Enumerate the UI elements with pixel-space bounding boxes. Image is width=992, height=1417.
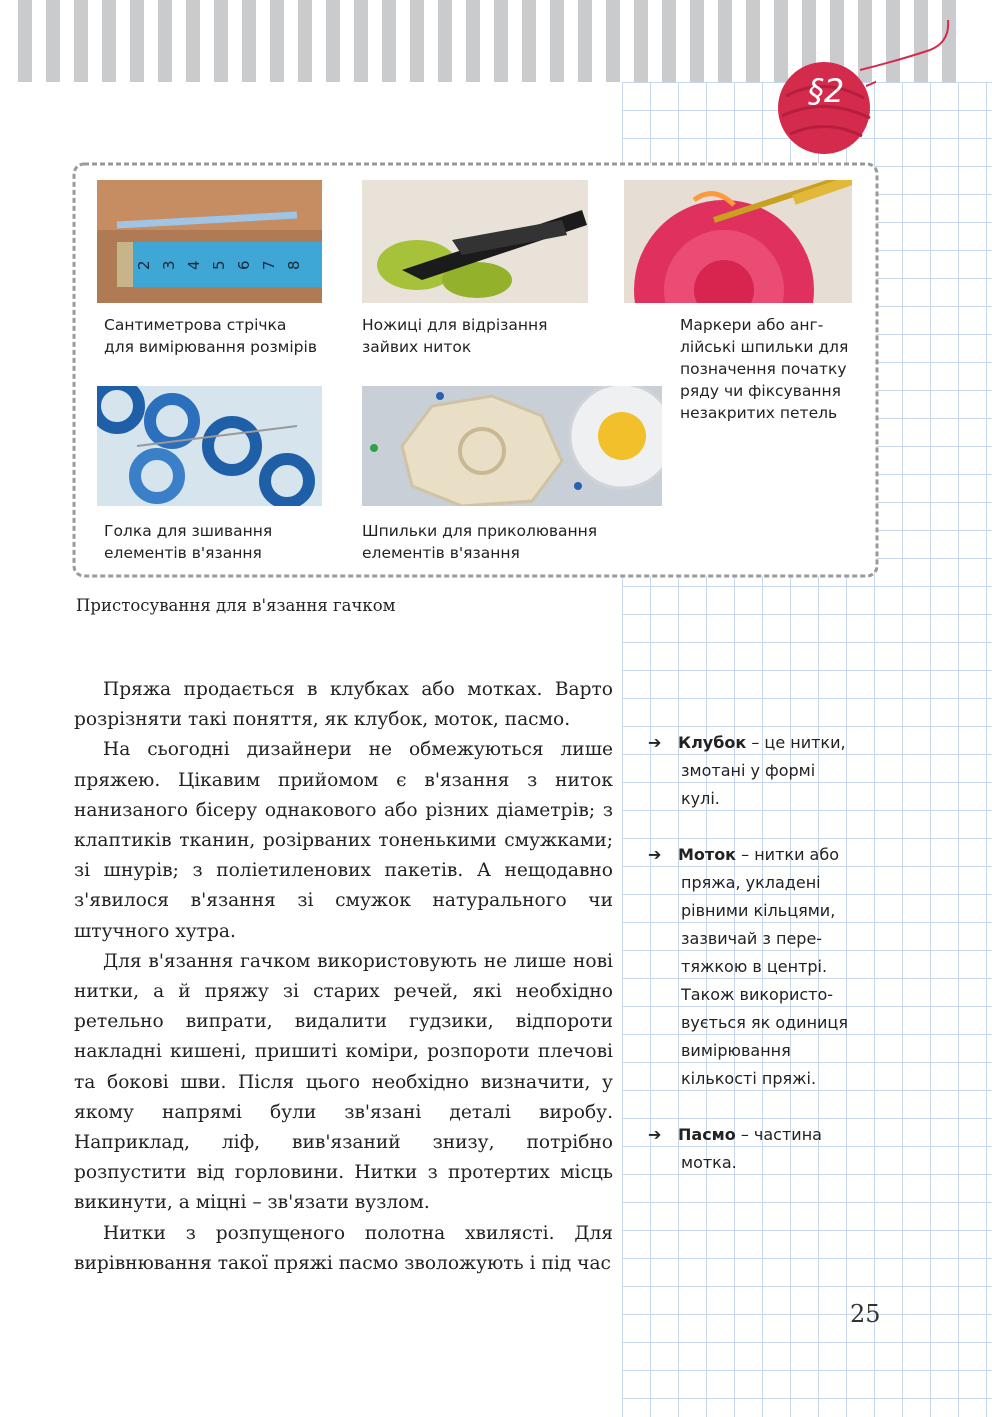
glossary-text: зазвичай з пере- bbox=[681, 929, 823, 948]
caption-line: елементів в'язання bbox=[104, 544, 262, 562]
caption-line: Ножиці для відрізання bbox=[362, 316, 548, 334]
caption-markers bbox=[680, 314, 848, 424]
caption-line: лійські шпильки для bbox=[680, 338, 849, 356]
arrow-right-icon: ➔ bbox=[648, 733, 662, 752]
glossary-entry-klubok bbox=[648, 729, 888, 813]
glossary-text: рівними кільцями, bbox=[681, 901, 836, 920]
arrow-right-icon: ➔ bbox=[648, 845, 662, 864]
caption-line: зайвих ниток bbox=[362, 338, 472, 356]
glossary-line bbox=[648, 1121, 888, 1149]
page-number: 25 bbox=[850, 1300, 881, 1328]
glossary-term: Моток bbox=[678, 845, 737, 864]
paragraph: Нитки з розпущеного полотна хвилясті. Для вирівнювання такої пряжі пасмо зволожують і під час bbox=[74, 1222, 613, 1274]
glossary-text: кількості пряжі. bbox=[681, 1069, 817, 1088]
caption-line: елементів в'язання bbox=[362, 544, 520, 562]
glossary-text: – частина bbox=[735, 1125, 822, 1144]
tape-number: 3 bbox=[160, 260, 178, 270]
caption-line: позначення початку bbox=[680, 360, 847, 378]
caption-pins bbox=[362, 520, 597, 564]
tape-number: 6 bbox=[235, 260, 253, 270]
caption-line: ряду чи фіксування bbox=[680, 382, 841, 400]
paragraph: Пряжа продається в клубках або мотках. Варто розрізняти такі поняття, як клубок, моток, пасмо. bbox=[74, 679, 613, 731]
needle-photo bbox=[97, 386, 322, 506]
tape-number: 4 bbox=[185, 260, 203, 270]
caption-tape bbox=[104, 314, 317, 358]
glossary-entry-pasmo bbox=[648, 1121, 888, 1177]
arrow-right-icon: ➔ bbox=[648, 1125, 662, 1144]
pins-photo bbox=[362, 386, 662, 506]
glossary-text: мотка. bbox=[681, 1153, 737, 1172]
glossary-term: Пасмо bbox=[678, 1125, 736, 1144]
glossary-entry-motok bbox=[648, 841, 888, 1093]
tape-number: 7 bbox=[260, 260, 278, 270]
yarn-thread-icon bbox=[860, 20, 960, 80]
scissors-photo bbox=[362, 180, 588, 303]
caption-scissors bbox=[362, 314, 547, 358]
glossary-text: кулі. bbox=[681, 789, 720, 808]
figure-caption: Пристосування для в'язання гачком bbox=[76, 596, 396, 615]
glossary-line bbox=[648, 729, 888, 757]
caption-line: для вимірювання розмірів bbox=[104, 338, 317, 356]
figure-frame bbox=[68, 158, 883, 582]
tape-number: 5 bbox=[210, 260, 228, 270]
section-label: §2 bbox=[807, 72, 845, 110]
tape-measure-photo bbox=[97, 180, 322, 303]
caption-line: Маркери або анг- bbox=[680, 316, 824, 334]
glossary-text: – нитки або bbox=[736, 845, 840, 864]
glossary-text: Також використо- bbox=[681, 985, 834, 1004]
glossary-text: змотані у формі bbox=[681, 761, 816, 780]
caption-line: Сантиметрова стрічка bbox=[104, 316, 287, 334]
body-text bbox=[74, 675, 613, 1279]
tape-number: 8 bbox=[285, 260, 303, 270]
glossary-text: вується як одиниця bbox=[681, 1013, 848, 1032]
paragraph: На сьогодні дизайнери не обмежуються лише пряжею. Цікавим прийомом є в'язання з ниток нанизаного бісеру однакового або різних діаметрів; з клаптиків тканин, розірваних тоненькими смужками; зі шнурів; з поліетиленових пакетів. А нещодавно з'явилося в'язання зі смужок натурального чи штучного хутра. bbox=[74, 739, 613, 942]
tape-number: 2 bbox=[135, 260, 153, 270]
caption-line: незакритих петель bbox=[680, 404, 838, 422]
caption-needle bbox=[104, 520, 272, 564]
glossary-text: пряжа, укладені bbox=[681, 873, 821, 892]
glossary-text: тяжкою в центрі. bbox=[681, 957, 828, 976]
caption-line: Шпильки для приколювання bbox=[362, 522, 598, 540]
paragraph: Для в'язання гачком використовують не лише нові нитки, а й пряжу зі старих речей, які необхідно ретельно випрати, видалити гудзики, відпороти накладні кишені, пришиті коміри, розпороти плечові та бокові шви. Після цього необхідно визначити, у якому напрямі були зв'язані деталі виробу. Наприклад, ліф, вив'язаний знизу, потрібно розпустити від горловини. Нитки з протертих місць викинути, а міцні – зв'язати вузлом. bbox=[74, 950, 613, 1214]
markers-photo bbox=[624, 180, 852, 303]
glossary-term: Клубок bbox=[678, 733, 747, 752]
glossary-text: вимірювання bbox=[681, 1041, 791, 1060]
glossary-text: – це нитки, bbox=[746, 733, 846, 752]
glossary-line bbox=[648, 841, 888, 869]
caption-line: Голка для зшивання bbox=[104, 522, 273, 540]
